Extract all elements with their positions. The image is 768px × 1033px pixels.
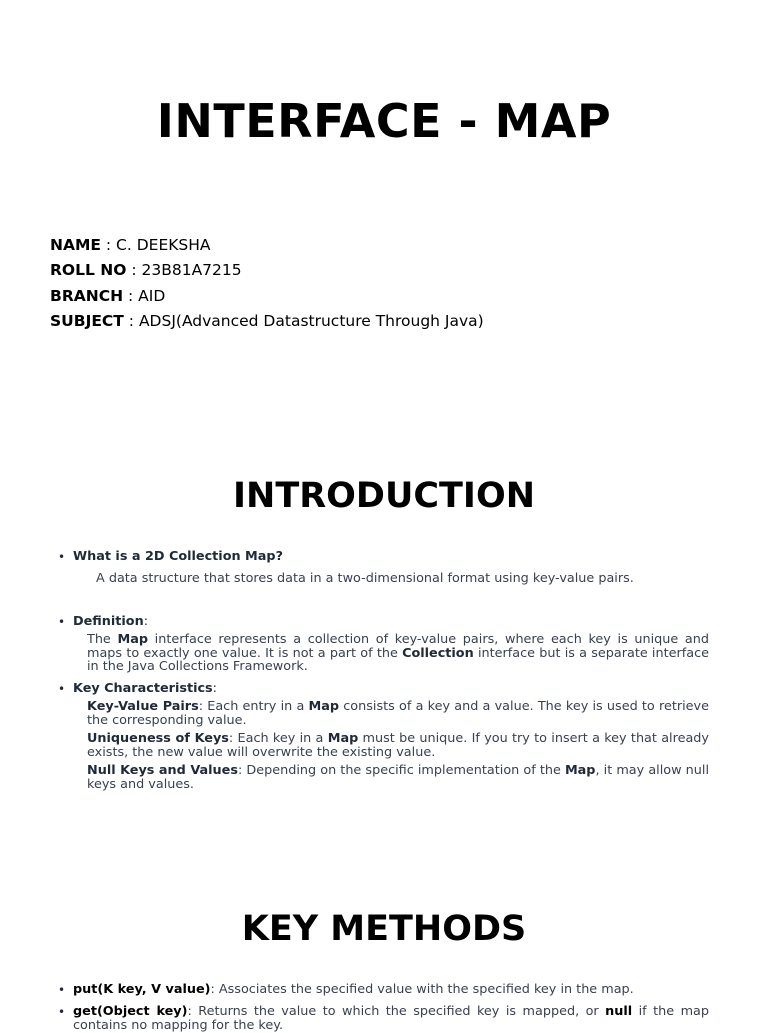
introduction-heading: INTRODUCTION [233, 476, 535, 516]
text-run: : Depending on the specific implementation of the [237, 763, 565, 778]
method-put [73, 983, 709, 997]
text-run: : Each entry in a [198, 699, 309, 714]
method-description: : Returns the value to which the specified key is mapped, or [187, 1004, 606, 1019]
roll-label: ROLL NO [50, 261, 127, 280]
subject-row [50, 309, 484, 334]
text-run: , it may allow null keys and values. [87, 763, 710, 792]
key-characteristics-heading [73, 682, 217, 696]
uniqueness-of-keys-paragraph [87, 732, 709, 759]
name-value: : C. DEEKSHA [100, 236, 211, 254]
key-methods-heading: KEY METHODS [241, 909, 527, 949]
bold-term: Collection [402, 645, 474, 661]
bullet-marker: • [58, 1005, 66, 1019]
name-label: NAME [50, 236, 101, 254]
method-signature: get(Object key) [73, 1004, 188, 1019]
method-description: : Associates the specified value with the specified key in the map. [210, 982, 634, 997]
method-description: if the map contains no mapping for the key. [73, 1004, 709, 1033]
roll-row [50, 258, 484, 283]
bold-term: Map [327, 731, 359, 746]
bullet-marker: • [58, 682, 66, 696]
definition-heading [73, 615, 148, 629]
page-title: INTERFACE - MAP [156, 94, 612, 148]
bullet-marker: • [58, 983, 66, 997]
branch-row [50, 284, 484, 309]
roll-value: : 23B81A7215 [126, 261, 242, 280]
text-run: consists of a key and a value. The key is used to retrieve the corresponding value. [87, 699, 709, 728]
bullet-marker: • [58, 550, 66, 564]
subject-value: : ADSJ(Advanced Datastructure Through Java) [123, 311, 484, 330]
null-keys-paragraph [87, 764, 709, 791]
bold-term: Uniqueness of Keys [87, 731, 229, 746]
question-answer: A data structure that stores data in a two-dimensional format using key-value pairs. [96, 571, 634, 586]
question-heading: What is a 2D Collection Map? [73, 549, 283, 564]
branch-label: BRANCH [50, 286, 124, 305]
key-characteristics-label: Key Characteristics [73, 681, 213, 696]
key-characteristics-colon: : [212, 681, 217, 696]
bold-term: Map [564, 763, 596, 778]
definition-colon: : [143, 614, 149, 629]
text-run: interface represents a collection of key-value pairs, where each key is unique and maps to exactly one value. It is not a part of the [87, 632, 710, 661]
bold-term: Map [308, 699, 340, 714]
text-run: interface but is a separate interface in the Java Collections Framework. [87, 645, 710, 674]
subject-label: SUBJECT [50, 311, 124, 330]
definition-paragraph [87, 633, 709, 674]
text-run: The [87, 632, 118, 647]
bold-term: Key-Value Pairs [87, 699, 199, 714]
text-run: must be unique. If you try to insert a key that already exists, the new value will overwrite the existing value. [87, 731, 709, 760]
branch-value: : AID [123, 286, 166, 305]
text-run: : Each key in a [228, 731, 328, 746]
name-row [50, 233, 484, 258]
key-value-pairs-paragraph [87, 700, 709, 727]
bold-term: Null Keys and Values [87, 763, 238, 778]
method-get [73, 1005, 709, 1032]
bold-term: null [605, 1004, 633, 1019]
student-info [50, 233, 484, 334]
method-signature: put(K key, V value) [73, 982, 211, 997]
definition-label: Definition [73, 614, 144, 629]
bullet-marker: • [58, 615, 66, 629]
bold-term: Map [117, 632, 148, 647]
